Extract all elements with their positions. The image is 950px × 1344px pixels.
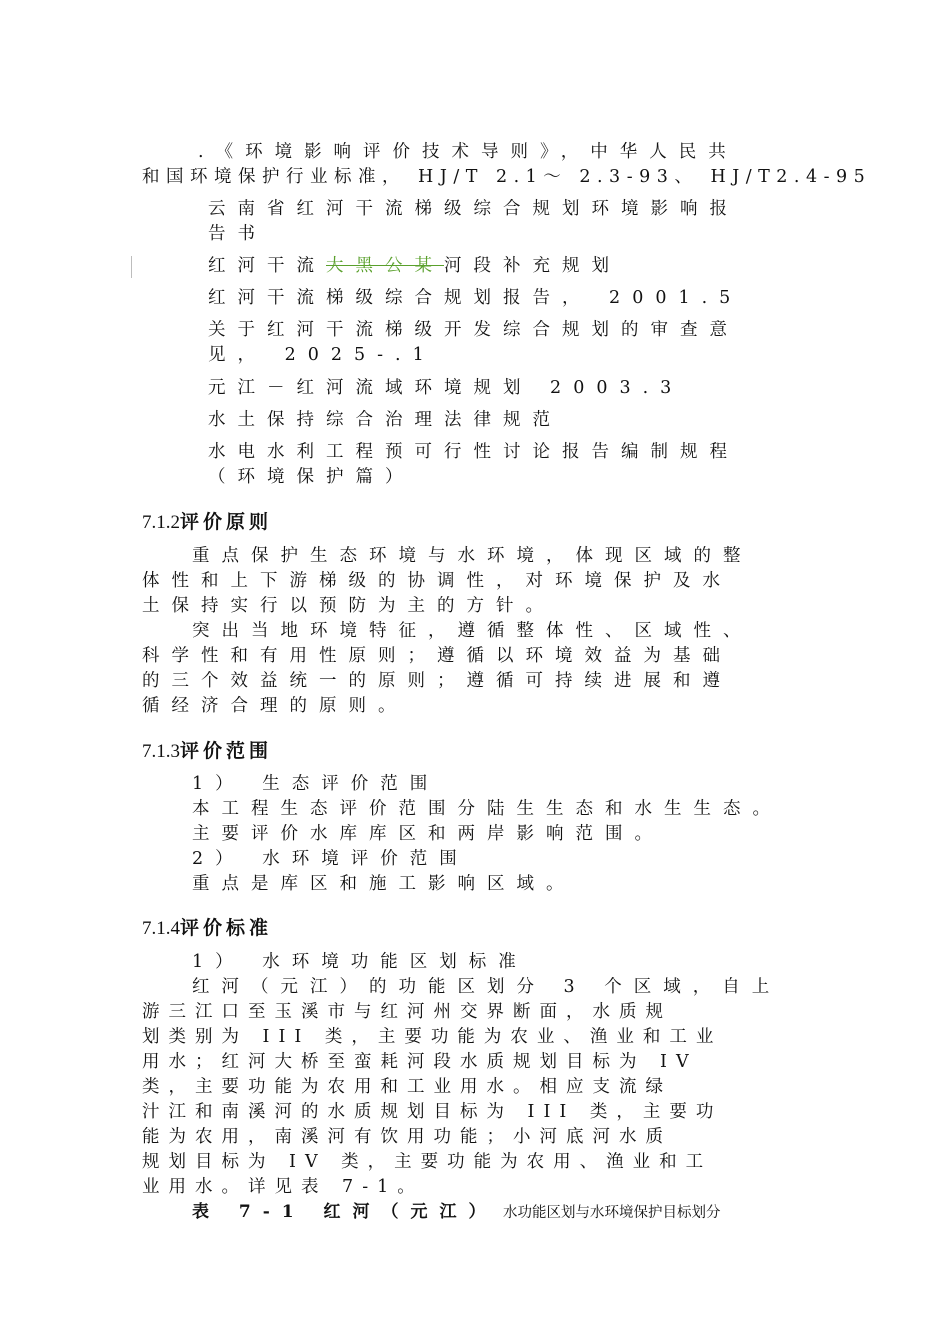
paragraph-line: 类，主要功能为农用和工业用水。相应支流绿 <box>142 1077 672 1097</box>
section-title: 评价标准 <box>180 917 273 939</box>
subsection-label: 2） 水环境评价范围 <box>192 849 469 869</box>
paragraph-line: 体性和上下游梯级的协调性，对环境保护及水 <box>142 571 732 591</box>
section-number: 7.1.4 <box>142 918 180 939</box>
reference-item-4: 红河干流梯级综合规划报告， 2001.5 <box>208 288 743 308</box>
subsection-label: 1） 生态评价范围 <box>192 774 440 794</box>
paragraph-line: 主要评价水库库区和两岸影响范围。 <box>192 824 664 844</box>
reference-item-1-line-2: 和国环境保护行业标准， HJ/T 2.1～ 2.3-93、 HJ/T2.4-95 <box>142 167 872 187</box>
paragraph-line: 游三江口至玉溪市与红河州交界断面，水质规 <box>142 1002 672 1022</box>
paragraph-line: 重点是库区和施工影响区域。 <box>192 874 576 894</box>
table-caption <box>192 1200 720 1225</box>
reference-item-8-line-2: （环境保护篇） <box>208 467 415 487</box>
paragraph-line: 能为农用，南溪河有饮用功能；小河底河水质 <box>142 1127 672 1147</box>
paragraph-line: 的三个效益统一的原则；遵循可持续进展和遵 <box>142 671 732 691</box>
paragraph-line: 土保持实行以预防为主的方针。 <box>142 596 555 616</box>
reference-item-7: 水土保持综合治理法律规范 <box>208 410 562 430</box>
section-number: 7.1.2 <box>142 512 180 533</box>
paragraph-line: 业用水。详见表 7-1。 <box>142 1177 424 1197</box>
reference-item-2-line-1: 云南省红河干流梯级综合规划环境影响报 <box>208 199 739 219</box>
reference-item-6: 元江－红河流域环境规划 2003.3 <box>208 378 684 398</box>
reference-item-3-prefix: 红河干流 <box>208 256 326 276</box>
paragraph-line: 规划目标为 IV 类，主要功能为农用、渔业和工 <box>142 1152 713 1172</box>
revision-change-bar <box>131 256 132 278</box>
reference-item-5-line-1: 关于红河干流梯级开发综合规划的审查意 <box>208 320 739 340</box>
section-heading-714 <box>142 915 272 942</box>
paragraph-line: 汁江和南溪河的水质规划目标为 III 类，主要功 <box>142 1102 723 1122</box>
paragraph-line: 本工程生态评价范围分陆生生态和水生生态。 <box>192 799 782 819</box>
reference-item-2-line-2: 告书 <box>208 224 267 244</box>
reference-item-1-line-1: .《环境影响评价技术导则》，中华人民共 <box>198 142 738 162</box>
subsection-label: 1） 水环境功能区划标准 <box>192 952 528 972</box>
paragraph-line: 划类别为 III 类，主要功能为农业、渔业和工业 <box>142 1027 723 1047</box>
reference-item-3-suffix: 河段补充规划 <box>444 256 621 276</box>
paragraph-line: 用水；红河大桥至蛮耗河段水质规划目标为 IV <box>142 1052 698 1072</box>
tracked-insertion-text: 大黑公某 <box>326 256 444 276</box>
paragraph-line: 重点保护生态环境与水环境，体现区域的整 <box>192 546 753 566</box>
paragraph-line: 科学性和有用性原则；遵循以环境效益为基础 <box>142 646 732 666</box>
reference-item-3 <box>208 254 621 279</box>
table-caption-label: 表 7-1 红河（元江） <box>192 1202 498 1222</box>
paragraph-line: 循经济合理的原则。 <box>142 696 408 716</box>
paragraph-line: 红河（元江）的功能区划分 3 个区域，自上 <box>192 977 782 997</box>
paragraph-line: 突出当地环境特征，遵循整体性、区域性、 <box>192 621 753 641</box>
section-title: 评价原则 <box>180 511 273 533</box>
reference-item-5-line-2: 见， 2025-.1 <box>208 345 436 365</box>
section-title: 评价范围 <box>180 740 273 762</box>
reference-item-8-line-1: 水电水利工程预可行性讨论报告编制规程 <box>208 442 739 462</box>
section-heading-712 <box>142 509 272 536</box>
section-heading-713 <box>142 738 272 765</box>
table-caption-title: 水功能区划与水环境保护目标划分 <box>502 1205 721 1221</box>
section-number: 7.1.3 <box>142 741 180 762</box>
